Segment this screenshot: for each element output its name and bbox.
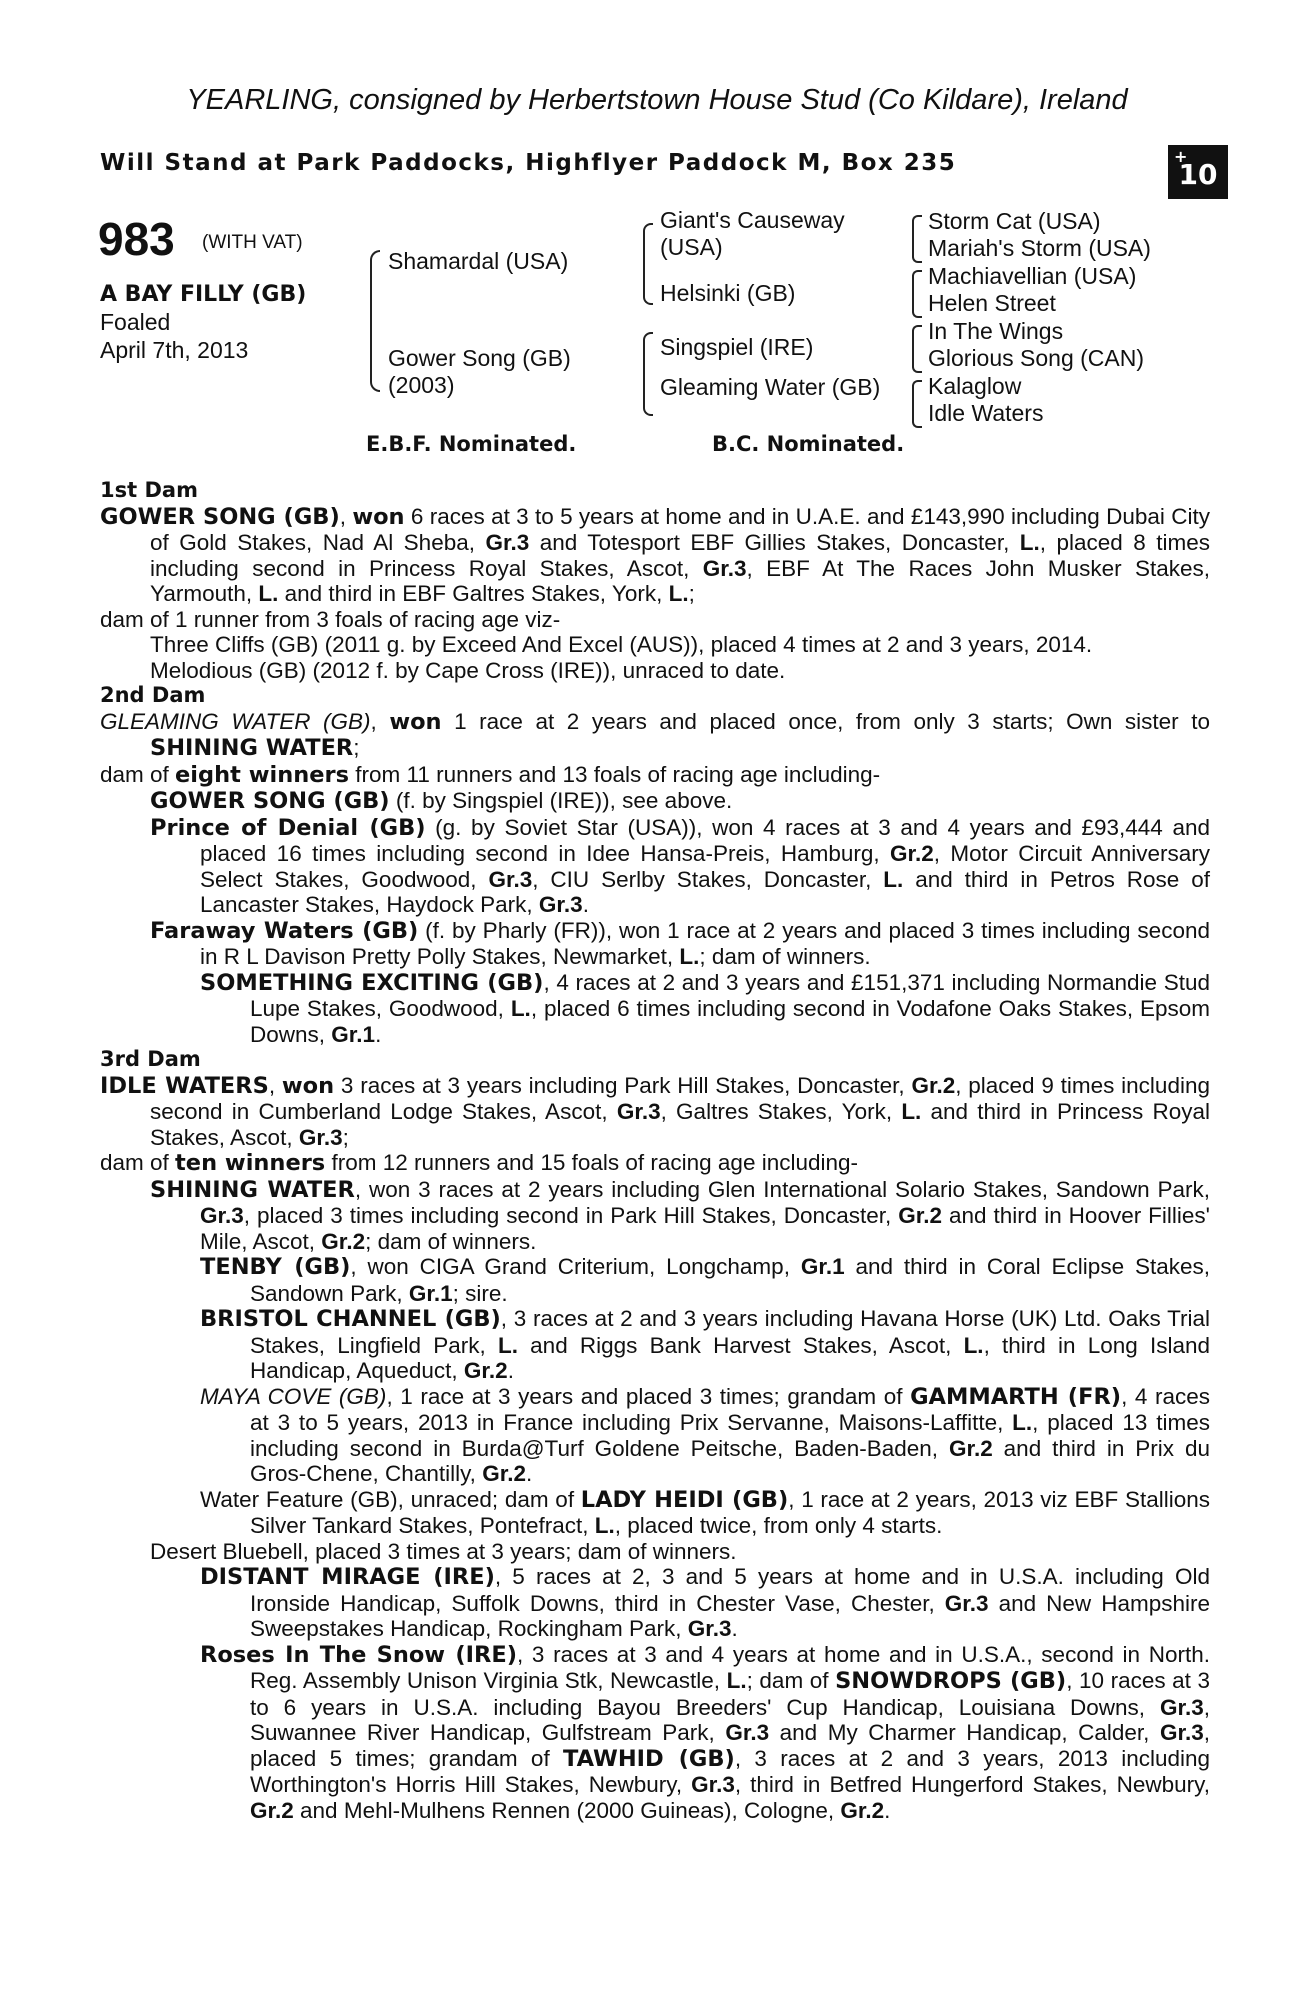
- third-dam-heading: 3rd Dam: [100, 1047, 201, 1071]
- produce-maya-cove: MAYA COVE (GB), 1 race at 3 years and placed 3 times; grandam of GAMMARTH (FR), 4 races at 3 to 5 years, 2013 in France including Prix Servanne, Maisons-Laffitte, L., placed 13 times including second in Burda@Turf Goldene Peitsche, Baden-Baden, Gr.2 and third in Prix du Gros-Chene, Chantilly, Gr.2.: [200, 1383, 1211, 1486]
- produce-distant-mirage: DISTANT MIRAGE (IRE), 5 races at 2, 3 and 5 years at home and in U.S.A. including Old Ironside Handicap, Suffolk Downs, third in Chester Vase, Chester, Gr.3 and New Hampshire Sweepstakes Handicap, Rockingham Park, Gr.3.: [200, 1564, 1210, 1641]
- produce-desert-bluebell: Desert Bluebell, placed 3 times at 3 years; dam of winners.: [150, 1538, 737, 1564]
- produce-three-cliffs: Three Cliffs (GB) (2011 g. by Exceed And Excel (AUS)), placed 4 times at 2 and 3 years, 2014.: [150, 632, 1093, 657]
- produce-prince-of-denial: Prince of Denial (GB) (g. by Soviet Star (USA)), won 4 races at 3 and 4 years and £93,444 and placed 16 times including second in Idee Hansa-Preis, Hamburg, Gr.2, Motor Circuit Anniversary Select Stakes, Goodwood, Gr.3, CIU Serlby Stakes, Doncaster, L. and third in Petros Rose of Lancaster Stakes, Haydock Park, Gr.3.: [150, 814, 1210, 917]
- bc-nominated: B.C. Nominated.: [712, 432, 905, 456]
- pedigree-ddd: Idle Waters: [928, 400, 1044, 426]
- pedigree-brace-main: [370, 250, 380, 392]
- pedigree-brace-ss: [912, 215, 922, 263]
- first-dam-entry: GOWER SONG (GB), won 6 races at 3 to 5 years at home and in U.A.E. and £143,990 including Dubai City of Gold Stakes, Nad Al Sheba, Gr.3 and Totesport EBF Gillies Stakes, Doncaster, L., placed 8 times including second in Princess Royal Stakes, Ascot, Gr.3, EBF At The Races John Musker Stakes, Yarmouth, L. and third in EBF Galtres Stakes, York, L.;: [100, 503, 1210, 606]
- vat-note: (WITH VAT): [202, 232, 303, 253]
- first-dam-heading: 1st Dam: [100, 478, 198, 502]
- badge-plus: +: [1174, 147, 1188, 166]
- pedigree-sss: Storm Cat (USA): [928, 208, 1101, 234]
- pedigree-sdd: Helen Street: [928, 290, 1056, 316]
- produce-shining-water: SHINING WATER, won 3 races at 2 years including Glen International Solario Stakes, Sandown Park, Gr.3, placed 3 times including second in Park Hill Stakes, Doncaster, Gr.2 and third in Hoover Fillies' Mile, Ascot, Gr.2; dam of winners.: [150, 1176, 1210, 1254]
- pedigree-sire: Shamardal (USA): [388, 248, 569, 274]
- produce-something-exciting: SOMETHING EXCITING (GB), 4 races at 2 and 3 years and £151,371 including Normandie Stud Lupe Stakes, Goodwood, L., placed 6 times including second in Vodafone Oaks Stakes, Epsom Downs, Gr.1.: [200, 969, 1211, 1047]
- foaled-date: April 7th, 2013: [100, 337, 249, 363]
- pedigree-dds: Kalaglow: [928, 373, 1022, 399]
- produce-melodious: Melodious (GB) (2012 f. by Cape Cross (IRE)), unraced to date.: [150, 657, 786, 683]
- pedigree-sire-dam: Helsinki (GB): [660, 280, 796, 306]
- pedigree-brace-sd: [912, 270, 922, 318]
- produce-gower-song: GOWER SONG (GB) (f. by Singspiel (IRE)), see above.: [150, 788, 733, 814]
- pedigree-ssd: Mariah's Storm (USA): [928, 235, 1151, 261]
- pedigree-dss: In The Wings: [928, 318, 1064, 344]
- produce-tenby: TENBY (GB), won CIGA Grand Criterium, Longchamp, Gr.1 and third in Coral Eclipse Stakes, Sandown Park, Gr.1; sire.: [200, 1254, 1210, 1306]
- pedigree-brace-dam: [643, 332, 653, 416]
- produce-faraway-waters: Faraway Waters (GB) (f. by Pharly (FR)), won 1 race at 2 years and placed 3 times including second in R L Davison Pretty Polly Stakes, Newmarket, L.; dam of winners.: [150, 917, 1210, 969]
- ebf-nominated: E.B.F. Nominated.: [366, 432, 577, 456]
- pedigree-dam-sire: Singspiel (IRE): [660, 334, 814, 360]
- pedigree-dam: Gower Song (GB) (2003): [388, 345, 571, 398]
- foaled-info: [100, 308, 300, 364]
- first-dam-summary: dam of 1 runner from 3 foals of racing age viz-: [100, 606, 561, 632]
- black-type-badge: [1168, 145, 1228, 199]
- consignor-line: YEARLING, consigned by Herbertstown House Stud (Co Kildare), Ireland: [186, 84, 1128, 116]
- pedigree-brace-sire: [643, 223, 653, 305]
- lot-number: 983: [98, 213, 175, 265]
- pedigree-brace-ds: [912, 325, 922, 373]
- pedigree-dam-dam: Gleaming Water (GB): [660, 374, 881, 400]
- horse-name: A BAY FILLY (GB): [100, 282, 307, 307]
- catalogue-body: [100, 478, 1210, 1823]
- pedigree-brace-dd: [912, 380, 922, 428]
- stand-location: Will Stand at Park Paddocks, Highflyer Paddock M, Box 235: [100, 150, 957, 176]
- produce-water-feature: Water Feature (GB), unraced; dam of LADY HEIDI (GB), 1 race at 2 years, 2013 viz EBF Stallions Silver Tankard Stakes, Pontefract, L., placed twice, from only 4 starts.: [200, 1486, 1211, 1538]
- pedigree-dsd: Glorious Song (CAN): [928, 345, 1145, 371]
- second-dam-summary: dam of eight winners from 11 runners and 13 foals of racing age including-: [100, 761, 881, 788]
- second-dam-heading: 2nd Dam: [100, 683, 206, 707]
- second-dam-entry: GLEAMING WATER (GB), won 1 race at 2 years and placed once, from only 3 starts; Own sister to SHINING WATER;: [100, 708, 1210, 761]
- pedigree-sire-sire: Giant's Causeway (USA): [660, 207, 845, 260]
- pedigree-sds: Machiavellian (USA): [928, 263, 1137, 289]
- foaled-label: Foaled: [100, 309, 171, 335]
- third-dam-summary: dam of ten winners from 12 runners and 15 foals of racing age including-: [100, 1150, 859, 1176]
- badge-number: 10: [1178, 158, 1218, 191]
- third-dam-entry: IDLE WATERS, won 3 races at 3 years including Park Hill Stakes, Doncaster, Gr.2, placed 9 times including second in Cumberland Lodge Stakes, Ascot, Gr.3, Galtres Stakes, York, L. and third in Princess Royal Stakes, Ascot, Gr.3;: [100, 1072, 1211, 1150]
- produce-bristol-channel: BRISTOL CHANNEL (GB), 3 races at 2 and 3 years including Havana Horse (UK) Ltd. Oaks Trial Stakes, Lingfield Park, L. and Riggs Bank Harvest Stakes, Ascot, L., third in Long Island Handicap, Aqueduct, Gr.2.: [200, 1306, 1210, 1383]
- produce-roses-in-the-snow: Roses In The Snow (IRE), 3 races at 3 and 4 years at home and in U.S.A., second in North. Reg. Assembly Unison Virginia Stk, Newcastle, L.; dam of SNOWDROPS (GB), 10 races at 3 to 6 years in U.S.A. including Bayou Breeders' Cup Handicap, Louisiana Downs, Gr.3, Suwannee River Handicap, Gulfstream Park, Gr.3 and My Charmer Handicap, Calder, Gr.3, placed 5 times; grandam of TAWHID (GB), 3 races at 2 and 3 years, 2013 including Worthington's Horris Hill Stakes, Newbury, Gr.3, third in Betfred Hungerford Stakes, Newbury, Gr.2 and Mehl-Mulhens Rennen (2000 Guineas), Cologne, Gr.2.: [200, 1641, 1211, 1823]
